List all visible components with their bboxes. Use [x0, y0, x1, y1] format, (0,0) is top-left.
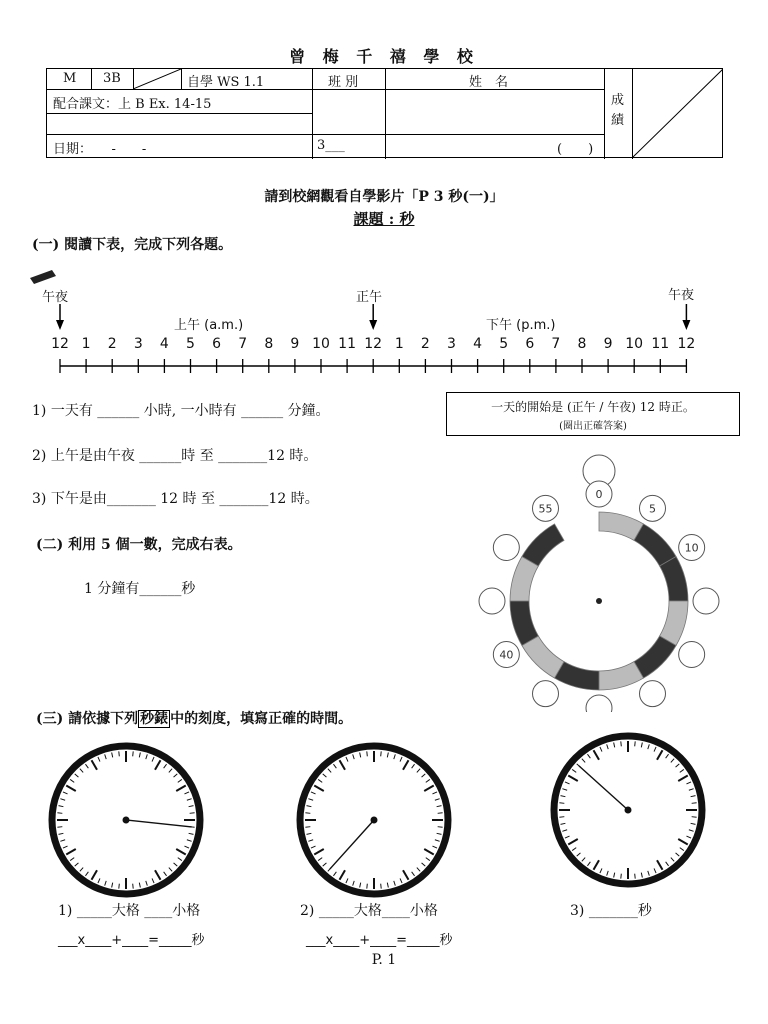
- minor-tick: [438, 827, 443, 828]
- section3-title: [36, 708, 352, 728]
- timeline-number: 11: [338, 336, 356, 352]
- minor-tick: [305, 827, 310, 828]
- minor-tick: [635, 741, 636, 746]
- section3-title-post: 中的刻度，填寫正確的時間。: [170, 711, 353, 727]
- minor-tick: [559, 803, 564, 804]
- timeline-number: 2: [107, 336, 117, 352]
- wheel-svg: [478, 452, 724, 712]
- student-number-field[interactable]: ( ): [557, 142, 594, 157]
- minor-tick: [367, 751, 368, 756]
- timeline-number: 3: [447, 336, 456, 352]
- header-table: [46, 68, 723, 158]
- timeline-number: 5: [186, 336, 195, 352]
- timeline: [30, 270, 720, 380]
- wheel-label: 10: [684, 541, 699, 555]
- label-noon: 正午: [356, 290, 383, 305]
- diagonal-slash: [133, 69, 181, 89]
- timeline-number: 12: [364, 336, 383, 352]
- timeline-number: 9: [290, 336, 300, 352]
- timeline-number: 5: [499, 336, 509, 352]
- stopwatch-1: [46, 740, 206, 900]
- hatch-decoration: [30, 270, 56, 284]
- wheel-label-circle: [533, 681, 559, 707]
- timeline-number: 1: [81, 336, 91, 352]
- minor-tick: [381, 751, 382, 756]
- minor-tick: [692, 803, 697, 804]
- class-number-field[interactable]: 3___: [317, 138, 345, 153]
- answer-2b: ___x____+____=_____秒: [306, 933, 453, 948]
- minor-tick: [692, 817, 697, 818]
- timeline-number: 1: [394, 336, 404, 352]
- arrow-head: [682, 320, 690, 330]
- section1-title: (一) 閱讀下表，完成下列各題。: [32, 237, 233, 253]
- question-1: 1) 一天有 ______ 小時, 一小時有 ______ 分鐘。: [32, 403, 330, 419]
- timeline-number: 12: [677, 336, 696, 352]
- minor-tick: [367, 884, 368, 889]
- topic-title: 課題 : 秒: [353, 210, 415, 228]
- page-number: P. 1: [371, 952, 397, 968]
- wheel-segment: [660, 557, 688, 602]
- wheel-label: 55: [538, 502, 553, 516]
- timeline-number: 9: [603, 336, 613, 352]
- timeline-number: 8: [264, 336, 274, 352]
- wheel-segment: [522, 524, 564, 566]
- minor-tick: [57, 827, 62, 828]
- name-label: 姓 名: [469, 75, 509, 90]
- date-field[interactable]: 日期： - -: [53, 142, 147, 157]
- label-midnight-start: 午夜: [42, 290, 69, 305]
- minor-tick: [190, 813, 195, 814]
- section3-title-pre: (三) 請依據下列: [36, 711, 139, 727]
- minor-tick: [621, 741, 622, 746]
- label-midnight-end: 午夜: [668, 288, 695, 303]
- timeline-number: 8: [577, 336, 587, 352]
- arrow-head: [369, 320, 377, 330]
- minor-tick: [635, 874, 636, 879]
- score-label: 成 績: [611, 93, 625, 128]
- timeline-number: 4: [473, 336, 483, 352]
- minor-tick: [133, 751, 134, 756]
- minor-tick: [438, 813, 443, 814]
- answer-2a: 2) _____大格____小格: [300, 903, 438, 919]
- stopwatch-3: [548, 730, 708, 890]
- wheel-label: 5: [649, 502, 656, 516]
- wheel-label: 0: [595, 488, 603, 501]
- timeline-number: 7: [238, 336, 248, 352]
- wheel-label: 40: [499, 648, 514, 662]
- stopwatch-2: [294, 740, 454, 900]
- answer-1a: 1) _____大格 ____小格: [58, 903, 201, 919]
- minor-tick: [119, 884, 120, 889]
- clock-pivot: [123, 817, 130, 824]
- timeline-number: 6: [212, 336, 222, 352]
- minor-tick: [621, 874, 622, 879]
- cell-worksheet: 自學 WS 1.1: [187, 75, 265, 90]
- class-label: 班 別: [328, 75, 359, 90]
- question-3: 3) 下午是由_______ 12 時 至 _______12 時。: [32, 491, 319, 507]
- minor-tick: [57, 813, 62, 814]
- wheel-segment: [599, 662, 644, 690]
- minor-tick: [119, 751, 120, 756]
- label-pm: 下午 (p.m.): [486, 318, 556, 333]
- timeline-number: 11: [651, 336, 670, 352]
- note-box: [446, 392, 740, 436]
- wheel-segment: [510, 601, 538, 646]
- question-2: 2) 上午是由午夜 ______時 至 _______12 時。: [32, 448, 318, 464]
- timeline-number: 2: [420, 336, 430, 352]
- wheel-center: [596, 598, 602, 604]
- textbook-ref: 配合課文：上 B Ex. 14-15: [53, 97, 212, 112]
- timeline-number: 4: [159, 336, 169, 352]
- note-line-1: 一天的開始是 (正午 / 午夜) 12 時正。: [491, 400, 695, 414]
- clock-pivot: [371, 817, 378, 824]
- arrow-head: [56, 320, 64, 330]
- school-name: 曾 梅 千 禧 學 校: [289, 47, 479, 66]
- wheel-label-circle: [693, 588, 719, 614]
- wheel-label-circle: [479, 588, 505, 614]
- timeline-number: 3: [133, 336, 143, 352]
- timeline-number: 10: [625, 336, 644, 352]
- minor-tick: [559, 817, 564, 818]
- seconds-wheel: [478, 452, 724, 712]
- answer-1b: ___x____+____=_____秒: [58, 933, 205, 948]
- stopwatch-word: 秒錶: [140, 711, 169, 727]
- wheel-label-circle: [640, 681, 666, 707]
- timeline-number: 6: [525, 336, 535, 352]
- wheel-label-circle: [586, 695, 612, 712]
- score-diagonal: [633, 69, 723, 157]
- label-am: 上午 (a.m.): [174, 318, 244, 333]
- section2-question: 1 分鐘有______秒: [84, 581, 196, 597]
- timeline-number: 10: [312, 336, 330, 352]
- answer-3: 3) _______秒: [570, 903, 652, 919]
- cell-m: M: [63, 71, 77, 86]
- clock-pivot: [625, 807, 632, 814]
- cell-class: 3B: [103, 71, 121, 86]
- wheel-label-circle: [493, 535, 519, 561]
- note-line-2: (圈出正確答案): [559, 421, 627, 432]
- minor-tick: [381, 884, 382, 889]
- section2-title: (二) 利用 5 個一數，完成右表。: [36, 537, 242, 553]
- timeline-number: 12: [51, 336, 69, 352]
- timeline-number: 7: [551, 336, 561, 352]
- minor-tick: [305, 813, 310, 814]
- minor-tick: [133, 884, 134, 889]
- instruction: 請到校網觀看自學影片「P 3 秒(一)」: [264, 189, 504, 205]
- wheel-label-circle: [679, 642, 705, 668]
